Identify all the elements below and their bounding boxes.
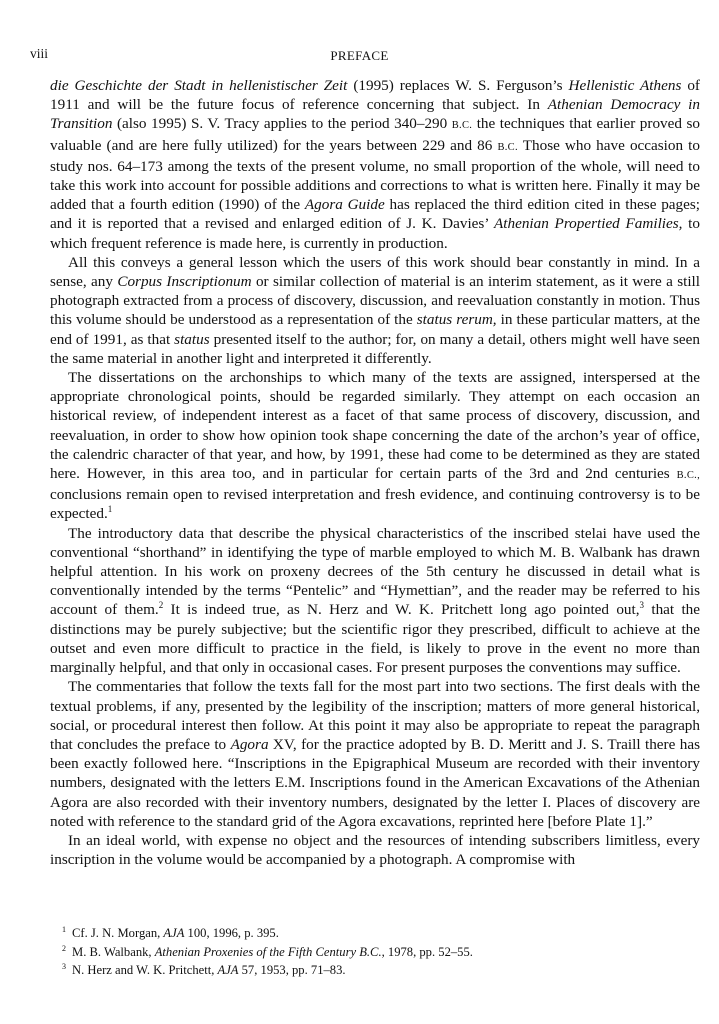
text-run: In an ideal world, with expense no object and the resources of intending subscribers limitless, every inscription in the volume would be accompanied by a photograph. A compromise with (50, 831, 700, 869)
text-run: N. Herz and W. K. Pritchett, (72, 963, 218, 977)
page-number: viii (30, 46, 49, 61)
footnote-marker: 2 (158, 600, 164, 611)
text-run: the techniques that earlier proved so valuable (and are here fully utilized) for the years between 229 and 86 (50, 115, 700, 154)
footnote-marker: 3 (639, 600, 645, 611)
text-run: XV, for the practice adopted by B. D. Meritt and J. S. Traill there has been exactly followed here. “Inscriptions in the Epigraphical Museum are recorded with their inventory numbers, designated with the letters E.M. Inscriptions found in the American Excavations of the Athenian Agora are also recorded with their inventory numbers, designated by the letter I. Places of discovery are noted with reference to the standard grid of the Agora excavations, reprinted here [before Plate 1].” (50, 735, 700, 830)
text-run: (also 1995) S. V. Tracy applies to the period 340–290 (112, 115, 452, 133)
running-head: PREFACE (330, 48, 389, 63)
footnote (62, 943, 702, 962)
italic-text: Athenian Propertied Families, (493, 215, 683, 233)
text-run: has replaced the third edition cited in these pages; and it is reported that a revised and enlarged edition of J. K. Davies’ (50, 196, 700, 233)
small-caps-text: B.C. (497, 141, 518, 153)
italic-text: AJA (163, 926, 185, 940)
text-run: Cf. J. N. Morgan, (72, 926, 164, 940)
text-run: 1978, pp. 52–55. (384, 944, 473, 959)
text-run: presented itself to the author; for, on many a detail, others might well have seen the same material in another light and interpreted it differently. (50, 330, 700, 367)
small-caps-text: B.C., (676, 470, 700, 482)
italic-text: Athenian Democracy in Transition (50, 96, 700, 133)
body-text (50, 76, 700, 869)
text-run: of 1911 and will be the future focus of reference concerning that subject. In (50, 77, 700, 114)
italic-text: Hellenistic Athens (568, 77, 682, 94)
text-run: or similar collection of material is an interim statement, as it were a still photograph extracted from a process of discovery, discussion, and reevaluation constantly in motion. Thus this volume should be understood as a representation of the (50, 273, 700, 329)
italic-text: Corpus Inscriptionum (117, 273, 252, 291)
italic-text: AJA (217, 963, 239, 977)
paragraph (50, 831, 700, 869)
footnote-marker: 1 (107, 504, 113, 515)
small-caps-text: B.C. (451, 120, 473, 132)
italic-text: die Geschichte der Stadt in hellenistischer Zeit (50, 77, 348, 94)
footnote-marker: 2 (62, 943, 66, 953)
footnote-marker: 1 (62, 925, 66, 934)
text-run: 57, 1953, pp. 71–83. (238, 963, 346, 977)
text-run: The commentaries that follow the texts fall for the most part into two sections. The first deals with the textual problems, if any, presented by the legibility of the inscription; matters of more general historical, social, or procedural interest then follow. At this point it may also be appropriate to repeat the paragraph that concludes the preface to (50, 678, 700, 753)
paragraph (50, 524, 700, 678)
italic-text: Agora Guide (304, 196, 385, 214)
text-run: that the distinctions may be purely subjective; but the scientific rigor they prescribed, difficult to achieve at the outset and even more difficult to practice in the field, is likely to prove in the event no more than marginally helpful, and that only in occasional cases. For present purposes the conventions may suffice. (50, 601, 701, 677)
text-run: M. B. Walbank, (72, 944, 155, 959)
footnote (62, 924, 702, 943)
text-run: Those who have occasion to study nos. 64–173 among the texts of the present volume, no small proportion of the whole, will need to take this work into account for possible additions and corrections to what is written here. Finally it may be added that a fourth edition (1990) of the (50, 136, 700, 214)
paragraph (50, 76, 700, 253)
footnotes (62, 924, 702, 980)
footnote (62, 961, 702, 980)
paragraph (50, 368, 700, 524)
text-run: The introductory data that describe the physical characteristics of the inscribed stelai have used the conventional “shorthand” in identifying the type of marble employed to which M. B. Walbank has drawn helpful attention. In his work on proxeny decrees of the 5th century he discussed in detail what is conventionally intended by the terms “Pentelic” and “Hymettian”, and the reader may be referred to his account of them. (50, 524, 700, 619)
text-run: 100, 1996, p. 395. (184, 926, 279, 940)
text-run: (1995) replaces W. S. Ferguson’s (347, 77, 569, 94)
paragraph (50, 253, 700, 368)
italic-text: Athenian Proxenies of the Fifth Century B.C., (154, 944, 385, 959)
italic-text: Agora (230, 735, 269, 753)
footnote-marker: 3 (62, 962, 66, 971)
text-run: in these particular matters, at the end of 1991, as that (50, 311, 701, 348)
text-run: The dissertations on the archonships to which many of the texts are assigned, interspersed at the appropriate chronological points, should be regarded similarly. They attempt on each occasion an historical review, of independent interest as a facet of that same process of discovery, discussion, and reevaluation, in order to show how opinion took shape concerning the date of the archon’s year of office, the calendric character of that year, and how, by 1991, these had come to be determined as they are stated here. However, in this area too, and in particular for certain parts of the 3rd and 2nd centuries (50, 369, 700, 483)
italic-text: status (174, 330, 210, 348)
text-run: conclusions remain open to revised interpretation and fresh evidence, and continuing controversy is to be expected. (50, 486, 700, 523)
paragraph (50, 677, 700, 831)
italic-text: status rerum, (416, 311, 497, 329)
text-run: It is indeed true, as N. Herz and W. K. Pritchett long ago pointed out, (163, 601, 640, 619)
text-run: All this conveys a general lesson which the users of this work should bear constantly in mind. In a sense, any (50, 253, 700, 291)
text-run: to which frequent reference is made here, is currently in production. (50, 215, 700, 252)
